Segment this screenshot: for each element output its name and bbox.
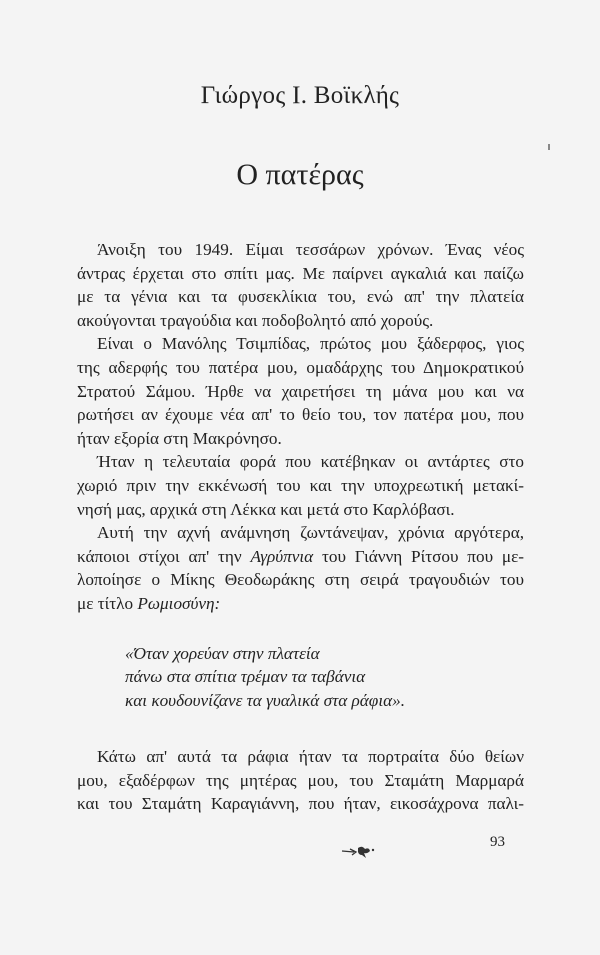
paragraph-5 (77, 745, 524, 816)
author-name: Γιώργος Ι. Βοϊκλής (200, 82, 400, 109)
text-line: νησή μας, αρχικά στη Λέκκα και μετά στο Καρλόβασι. (77, 499, 455, 519)
text-line: Στρατού Σάμου. Ήρθε να χαιρετήσει τη μάνα μου και να (77, 381, 524, 401)
text-line (77, 592, 524, 616)
text-line: της αδερφής του πατέρα μου, ομαδάρχης του Δημοκρατικού (77, 357, 524, 377)
text-line: χωριό πριν την εκκένωσή του και την υποχρεωτική μετακί- (77, 475, 524, 495)
work-title: Αγρύπνια (250, 546, 314, 566)
poem-quote (77, 642, 524, 713)
text-line: ακούγονται τραγούδια και ποδοβολητό από χορούς. (77, 310, 434, 330)
text-line: μου, εξαδέρφων της μητέρας μου, του Σταμάτη Μαρμαρά (77, 770, 524, 790)
text-fragment: με τίτλο (77, 593, 134, 613)
text-line: Κάτω απ' αυτά τα ράφια ήταν τα πορτραίτα δύο θείων (97, 747, 524, 767)
text-line: ήταν εξορία στη Μακρόνησο. (77, 428, 282, 448)
stray-mark (548, 144, 550, 150)
paragraph-1 (77, 238, 524, 332)
text-line: Ήταν η τελευταία φορά που κατέβηκαν οι αντάρτες στο (97, 452, 524, 472)
poem-line: πάνω στα σπίτια τρέμαν τα ταβάνια (125, 667, 366, 687)
text-line (77, 545, 524, 569)
text-fragment: του Γιάννη Ρίτσου που με- (321, 546, 525, 566)
text-line: με τα γένια και τα φυσεκλίκια του, ενώ απ' την πλατεία (77, 287, 524, 307)
text-fragment: κάποιοι στίχοι απ' την (77, 546, 242, 566)
text-line: Άνοιξη του 1949. Είμαι τεσσάρων χρόνων. Ένας νέος (97, 240, 524, 259)
text-line: άντρας έρχεται στο σπίτι μας. Με παίρνει αγκαλιά και παίζω (77, 263, 524, 283)
paragraph-3 (77, 450, 524, 521)
body-text (77, 238, 524, 816)
paragraph-4 (77, 521, 524, 615)
text-line: Αυτή την αχνή ανάμνηση ζωντάνεψαν, χρόνια αργότερα, (97, 523, 524, 543)
text-line: ρωτήσει αν έχουμε νέα απ' το θείο του, τον πατέρα μου, που (77, 405, 524, 425)
chapter-title: Ο πατέρας (236, 158, 364, 191)
poem-line: και κουδουνίζανε τα γυαλικά στα ράφια». (125, 690, 406, 710)
page-number: 93 (490, 834, 505, 850)
text-line: και του Σταμάτη Καραγιάννη, που ήταν, εικοσάχρονα παλι- (77, 794, 524, 814)
text-line: Είναι ο Μανόλης Τσιμπίδας, πρώτος μου ξάδερφος, γιος (97, 334, 524, 354)
poem-line: «Όταν χορεύαν στην πλατεία (125, 643, 320, 663)
paragraph-2 (77, 332, 524, 450)
text-line: λοποίησε ο Μίκης Θεοδωράκης στη σειρά τραγουδιών του (77, 570, 524, 590)
song-title: Ρωμιοσύνη: (137, 593, 221, 613)
ornament-icon (340, 842, 380, 862)
